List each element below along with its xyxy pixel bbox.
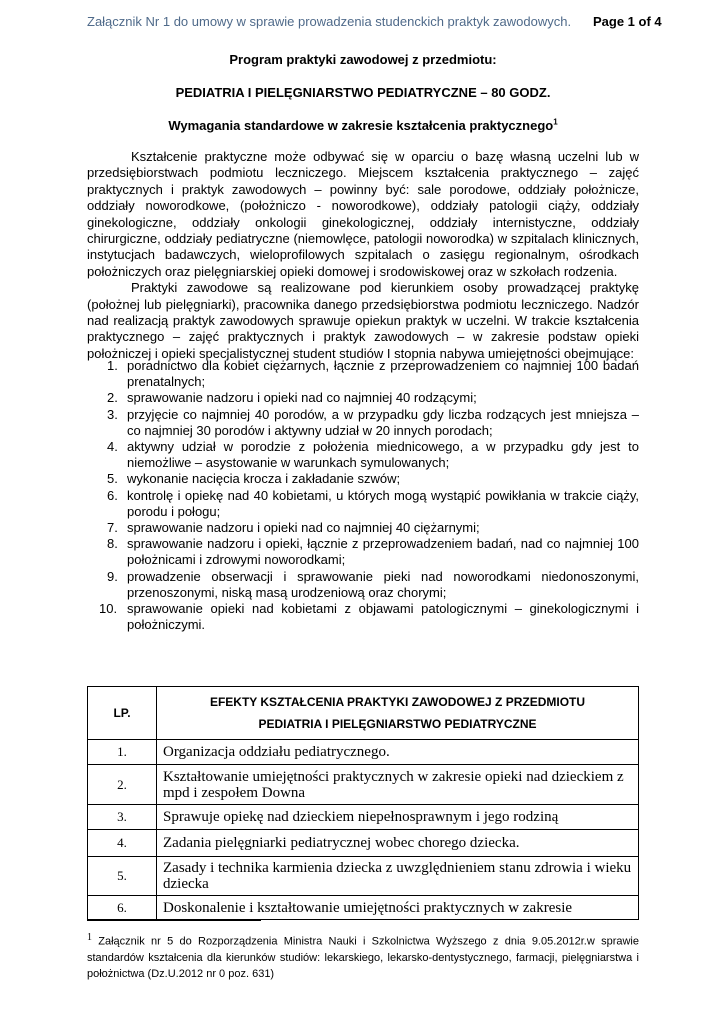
footnote xyxy=(87,930,639,982)
list-item: 4. aktywny udział w porodzie z położenia miednicowego, a w przypadku gdy jest to niemożliwe – asystowanie w warunkach symulowanych; xyxy=(107,439,639,471)
footnote-text: Załącznik nr 5 do Rozporządzenia Ministra Nauki i Szkolnictwa Wyższego z dnia 9.05.2012r.w sprawie standardów kształcenia dla kierunków studiów: lekarskiego, lekarsko-dentystycznego, farmacji, pielęgniarstwa i położnictwa (Dz.U.2012 nr 0 poz. 631) xyxy=(87,935,639,980)
skills-list xyxy=(87,358,639,633)
list-item: 7. sprawowanie nadzoru i opieki nad co najmniej 40 ciężarnymi; xyxy=(107,520,480,536)
learning-outcomes-table xyxy=(87,686,639,920)
list-item: 9. prowadzenie obserwacji i sprawowanie pieki nad noworodkami niedonoszonymi, przenoszonymi, niską masą urodzeniową oraz chorymi; xyxy=(107,568,639,600)
list-item: 1. poradnictwo dla kobiet ciężarnych, łącznie z przeprowadzeniem co najmniej 100 badań prenatalnych; xyxy=(107,358,639,390)
footnote-mark: 1 xyxy=(87,932,92,943)
body-text xyxy=(87,149,639,362)
table-row: 2. Kształtowanie umiejętności praktycznych w zakresie opieki nad dzieckiem z mpd i zespołem Downa xyxy=(88,765,639,805)
list-item: 8. sprawowanie nadzoru i opieki, łącznie z przeprowadzeniem badań, nad co najmniej 100 położnicami i zdrowymi noworodkami; xyxy=(107,536,639,568)
paragraph-supervision: Praktyki zawodowe są realizowane pod kierunkiem osoby prowadzącej praktykę (położnej lub pielęgniarki), pracownika danego przedsiębiorstwa podmiotu leczniczego. Nadzór nad realizacją praktyk zawodowych sprawuje opiekun praktyk w uczelni. W trakcie kształcenia praktycznego – zajęć praktycznych i praktyk zawodowych – w zakresie podstaw opieki położniczej i opieki specjalistycznej student studiów I stopnia nabywa umiejętności obejmujące: xyxy=(87,280,639,361)
table-header-row xyxy=(88,687,639,740)
requirements-heading-text: Wymagania standardowe w zakresie kształcenia praktycznego xyxy=(168,118,554,133)
table-row: 6. Doskonalenie i kształtowanie umiejętności praktycznych w zakresie xyxy=(88,896,639,920)
program-title: Program praktyki zawodowej z przedmiotu: xyxy=(229,52,497,67)
paragraph-training-locations: Kształcenie praktyczne może odbywać się w oparciu o bazę własną uczelni lub w przedsiębiorstwach podmiotu leczniczego. Miejscem kształcenia praktycznego – zajęć praktycznych i praktyk zawodowych – powinny być: sale porodowe, oddziały położnicze, oddziały noworodkowe, (położniczo - noworodkowe), oddziały patologii ciąży, oddziały ginekologiczne, oddziały onkologii ginekologicznej, oddziały internistyczne, oddziały chirurgiczne, oddziały pediatryczne (niemowlęce, patologii noworodka) w szpitalach klinicznych, instytucjach badawczych, wieloprofilowych szpitalach o zasięgu regionalnym, ośrodkach położniczych oraz pielęgniarskiej opieki domowej i srodowiskowej oraz w szkołach rodzenia. xyxy=(87,149,639,279)
column-header-outcomes xyxy=(157,687,639,740)
table-header-line2: PEDIATRIA I PIELĘGNIARSTWO PEDIATRYCZNE xyxy=(258,717,537,731)
table-row: 1. Organizacja oddziału pediatrycznego. xyxy=(88,740,639,765)
subject-title: PEDIATRIA I PIELĘGNIARSTWO PEDIATRYCZNE – 80 GODZ. xyxy=(175,85,551,100)
requirements-heading xyxy=(87,118,639,133)
table-row: 4. Zadania pielęgniarki pediatrycznej wobec chorego dziecka. xyxy=(88,830,639,857)
footnote-reference: 1 xyxy=(553,117,558,127)
page-number: Page 1 of 4 xyxy=(593,14,662,29)
list-item: 6. kontrolę i opiekę nad 40 kobietami, u których mogą wystąpić powikłania w trakcie ciąży, porodu i połogu; xyxy=(107,487,639,519)
table-header-line1: EFEKTY KSZTAŁCENIA PRAKTYKI ZAWODOWEJ Z PRZEDMIOTU xyxy=(209,695,586,709)
table-row: 3. Sprawuje opiekę nad dzieckiem niepełnosprawnym i jego rodziną xyxy=(88,805,639,830)
table-row: 5. Zasady i technika karmienia dziecka z uwzględnieniem stanu zdrowia i wieku dziecka xyxy=(88,857,639,896)
list-item: 5. wykonanie nacięcia krocza i zakładanie szwów; xyxy=(107,471,401,487)
list-item: 3. przyjęcie co najmniej 40 porodów, a w przypadku gdy liczba rodzących jest mniejsza – co najmniej 30 porodów i aktywny udział w 20 innych porodach; xyxy=(107,406,639,438)
list-item: 10. sprawowanie opieki nad kobietami z objawami patologicznymi – ginekologicznymi i położniczymi. xyxy=(99,601,639,633)
list-item: 2. sprawowanie nadzoru i opieki nad co najmniej 40 rodzącymi; xyxy=(107,390,477,406)
column-header-lp: LP. xyxy=(88,687,157,740)
document-header: Załącznik Nr 1 do umowy w sprawie prowadzenia studenckich praktyk zawodowych. xyxy=(87,14,572,29)
footnote-separator xyxy=(87,920,261,921)
